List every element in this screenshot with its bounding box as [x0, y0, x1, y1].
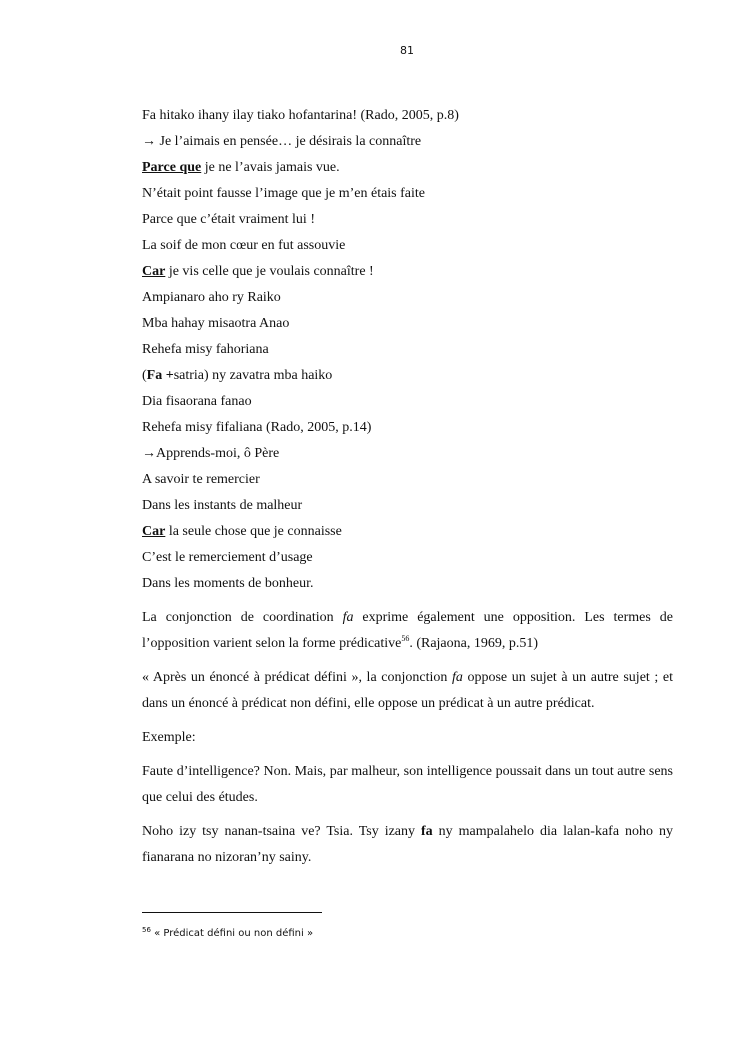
- verse-text: Dia fisaorana fanao: [142, 394, 252, 409]
- verse-text: →Apprends-moi, ô Père: [142, 446, 280, 461]
- verse-text: A savoir te remercier: [142, 472, 260, 487]
- page-body: [142, 103, 673, 871]
- verse-line: [142, 129, 673, 155]
- verse-line: [142, 181, 673, 207]
- verse-text: satria) ny zavatra mba haiko: [173, 368, 333, 383]
- paragraph-text: « Après un énoncé à prédicat défini », la conjonction: [142, 670, 452, 685]
- verse-text: C’est le remerciement d’usage: [142, 550, 313, 565]
- footnote-text: « Prédicat défini ou non défini »: [150, 928, 314, 939]
- paragraph-text: Noho izy tsy nanan-tsaina ve? Tsia. Tsy izany: [142, 824, 421, 839]
- paragraph-text: La conjonction de coordination: [142, 610, 343, 625]
- verse-text: Parce que c’était vraiment lui !: [142, 212, 315, 227]
- verse-line: [142, 259, 673, 285]
- verse-line: [142, 389, 673, 415]
- verse-line: [142, 415, 673, 441]
- verse-text: N’était point fausse l’image que je m’en étais faite: [142, 186, 426, 201]
- verse-line: [142, 571, 673, 597]
- verse-line: [142, 103, 673, 129]
- verse-line: [142, 311, 673, 337]
- paragraph-text: oppose un sujet à un autre sujet ; et dans un énoncé à prédicat non défini, elle oppose un prédicat à un autre prédicat.: [142, 670, 673, 711]
- paragraph-text: exprime également une opposition. Les termes de l’opposition varient selon la forme prédicative: [142, 610, 673, 651]
- verse-line: [142, 233, 673, 259]
- footnote-ref[interactable]: 56: [401, 634, 410, 643]
- verse-line: [142, 493, 673, 519]
- paragraph-example-label: Exemple:: [142, 730, 196, 745]
- conjunction-keyword: Parce que: [142, 160, 202, 175]
- verse-line: [142, 337, 673, 363]
- paragraph-text: ny mampalahelo dia lalan-kafa noho ny fianarana no nizoran’ny sainy.: [142, 824, 674, 865]
- verse-text: Rehefa misy fahoriana: [142, 342, 269, 357]
- verse-line: [142, 545, 673, 571]
- paragraph-text: . (Rajaona, 1969, p.51): [409, 636, 539, 651]
- paragraph-quote: [142, 665, 673, 717]
- footnote: [142, 928, 313, 939]
- emphasis-fa: fa: [342, 610, 354, 625]
- bold-fa: fa: [421, 824, 433, 839]
- footnote-number: 56: [142, 926, 151, 934]
- page-number: 81: [400, 44, 414, 57]
- paragraph-example-french: Faute d’intelligence? Non. Mais, par malheur, son intelligence poussait dans un tout autre sens que celui des études.: [142, 764, 673, 805]
- verse-text: (: [142, 368, 147, 383]
- verse-line: [142, 441, 673, 467]
- verse-line: [142, 155, 673, 181]
- verse-line: [142, 519, 673, 545]
- verse-block: [142, 103, 673, 597]
- verse-text: la seule chose que je connaisse: [165, 524, 342, 539]
- verse-text: je vis celle que je voulais connaître !: [165, 264, 374, 279]
- verse-text: La soif de mon cœur en fut assouvie: [142, 238, 346, 253]
- verse-line: [142, 467, 673, 493]
- verse-text: Ampianaro aho ry Raiko: [142, 290, 281, 305]
- conjunction-keyword: Car: [142, 264, 166, 279]
- verse-text: Fa hitako ihany ilay tiako hofantarina! (Rado, 2005, p.8): [142, 108, 459, 123]
- conjunction-keyword: Car: [142, 524, 166, 539]
- verse-text: Dans les instants de malheur: [142, 498, 303, 513]
- verse-line: [142, 363, 673, 389]
- verse-text: Rehefa misy fifaliana (Rado, 2005, p.14): [142, 420, 372, 435]
- verse-text: Dans les moments de bonheur.: [142, 576, 314, 591]
- verse-text: → Je l’aimais en pensée… je désirais la connaître: [142, 134, 422, 149]
- emphasis-fa: fa: [451, 670, 463, 685]
- footnote-separator: [142, 912, 322, 913]
- paragraph-conjunction-fa: [142, 605, 673, 657]
- paragraph-example-malagasy: [142, 819, 673, 871]
- verse-line: [142, 207, 673, 233]
- verse-text: Mba hahay misaotra Anao: [142, 316, 290, 331]
- conjunction-keyword: Fa +: [146, 368, 174, 383]
- verse-text: je ne l’avais jamais vue.: [201, 160, 340, 175]
- verse-line: [142, 285, 673, 311]
